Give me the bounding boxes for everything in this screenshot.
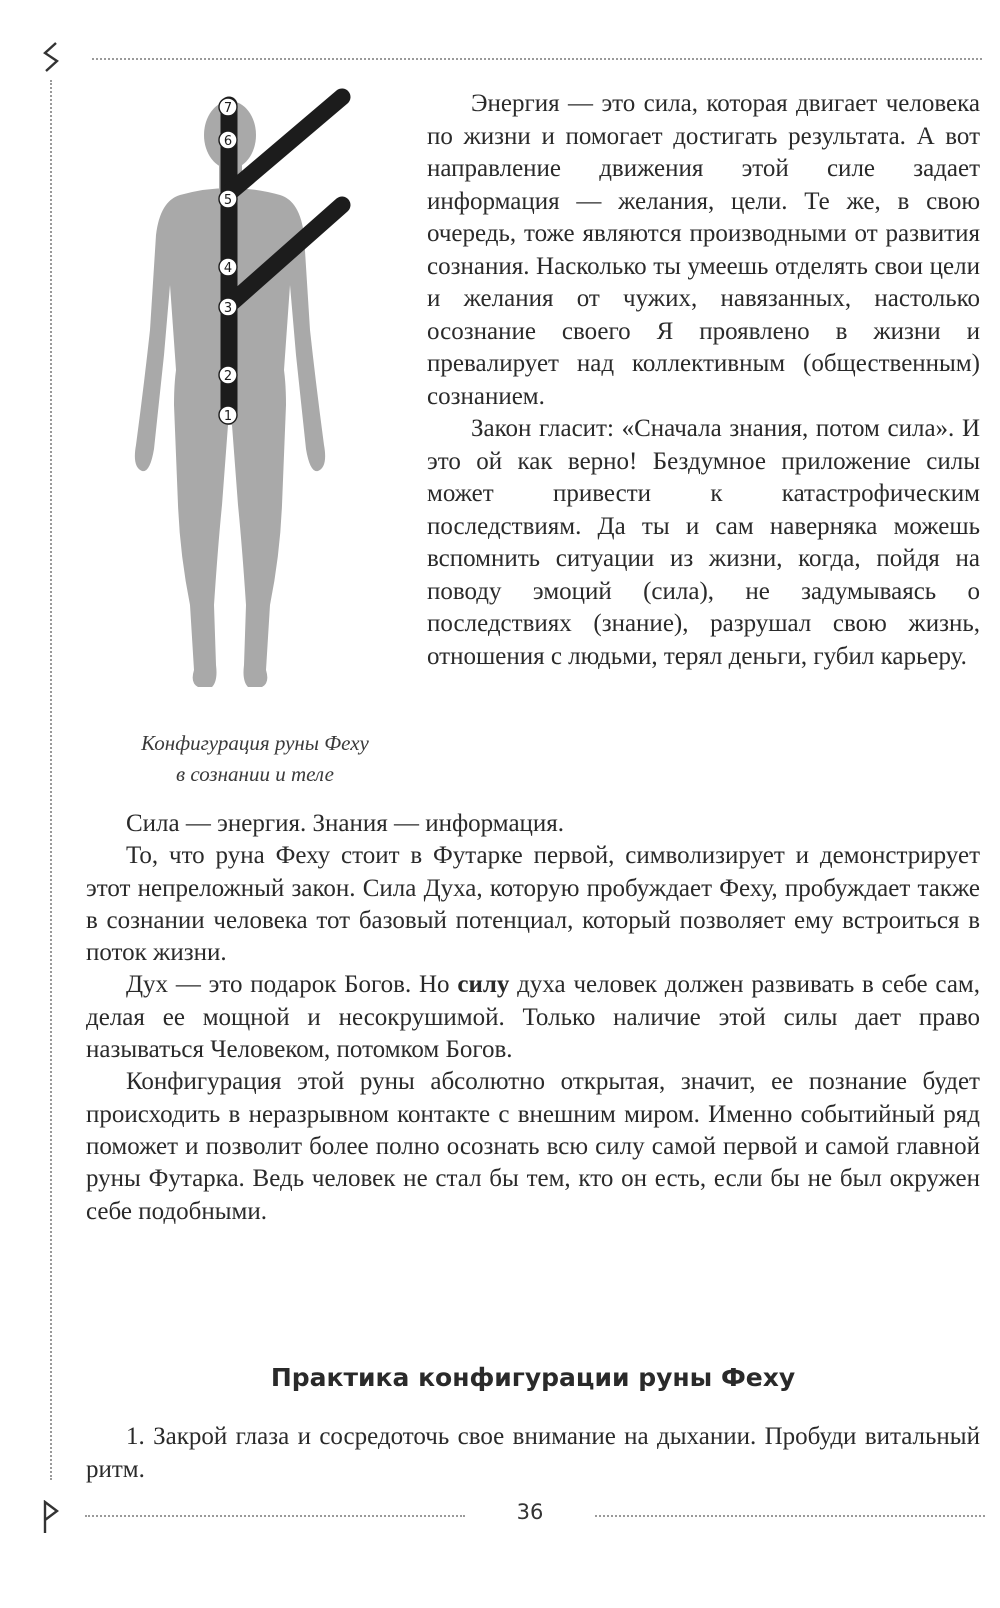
header-divider bbox=[92, 58, 982, 60]
rune-body-figure bbox=[120, 85, 420, 720]
svg-text:1: 1 bbox=[223, 409, 233, 424]
paragraph-law: Закон гласит: «Сначала знания, потом сила». И это ой как верно! Бездумное приложение силы может привести к катастрофическим последствиям. Да ты и сам наверняка можешь вспомнить ситуации из жизни, когда, пойдя на поводу эмоций (сила), не задумываясь о последствиях (знание), разрушал свою жизнь, отношения с людьми, терял деньги, губил карьеру. bbox=[427, 415, 980, 670]
caption-line-1: Конфигурация руны Феху bbox=[141, 731, 369, 755]
energy-point-4 bbox=[219, 258, 237, 276]
practice-step-1: 1. Закрой глаза и сосредоточь свое внимание на дыхании. Пробуди витальный ритм. bbox=[86, 1423, 980, 1483]
svg-text:5: 5 bbox=[223, 193, 233, 208]
footer-divider-right bbox=[595, 1515, 985, 1517]
page-number: 36 bbox=[516, 1500, 544, 1524]
footer-divider-left bbox=[85, 1515, 465, 1517]
margin-divider bbox=[50, 80, 52, 1480]
svg-text:7: 7 bbox=[223, 101, 233, 116]
spirit-text-start: Дух — это подарок Богов. Но bbox=[126, 971, 458, 999]
body-text bbox=[86, 808, 980, 1228]
energy-point-2 bbox=[219, 366, 237, 384]
column-text bbox=[427, 88, 980, 673]
paragraph-configuration: Конфигурация этой руны абсолютно открытая, значит, ее познание будет происходить в неразрывном контакте с внешним миром. Именно событийный ряд поможет и позволит более полно осознать всю силу самой первой и самой главной руны Футарка. Ведь человек не стал бы тем, кто он есть, если бы не был окружен себе подобными. bbox=[86, 1068, 980, 1225]
svg-text:4: 4 bbox=[223, 261, 233, 276]
sowilo-rune-icon bbox=[36, 40, 66, 74]
energy-points bbox=[219, 98, 237, 424]
energy-point-6 bbox=[219, 131, 237, 149]
paragraph-fehu-first: То, что руна Феху стоит в Футарке первой, символизирует и демонстрирует этот непреложный закон. Сила Духа, которую пробуждает Феху, пробуждает также в сознании человека тот базовый потенциал, который позволяет ему встроиться в поток жизни. bbox=[86, 842, 980, 967]
spirit-text-end: духа человек должен развивать в себе сам, делая ее мощной и несокрушимой. Только наличие этой силы дает право называться Человеком, потомком Богов. bbox=[86, 971, 980, 1064]
wunjo-rune-icon bbox=[36, 1500, 66, 1534]
energy-point-1 bbox=[219, 406, 237, 424]
energy-point-7 bbox=[219, 98, 237, 116]
svg-text:2: 2 bbox=[223, 369, 233, 384]
paragraph-strength-energy: Сила — энергия. Знания — информация. bbox=[126, 810, 565, 837]
figure-caption bbox=[95, 728, 415, 790]
energy-point-3 bbox=[219, 298, 237, 316]
svg-text:3: 3 bbox=[223, 301, 233, 316]
paragraph-energy: Энергия — это сила, которая двигает человека по жизни и помогает достигать результата. А вот направление движения этой силе задает информация — желания, цели. Те же, в свою очередь, тоже являются производными от развития сознания. Насколько ты умеешь отделять свои цели и желания от чужих, навязанных, настолько осознание своего Я проявлено в жизни и превалирует над коллективным (общественным) сознанием. bbox=[427, 90, 980, 410]
svg-text:6: 6 bbox=[223, 134, 233, 149]
energy-point-5 bbox=[219, 190, 237, 208]
caption-line-2: в сознании и теле bbox=[176, 762, 334, 786]
spirit-bold-word: силу bbox=[457, 971, 510, 999]
section-heading: Практика конфигурации руны Феху bbox=[270, 1363, 796, 1392]
paragraph-spirit bbox=[86, 969, 980, 1066]
